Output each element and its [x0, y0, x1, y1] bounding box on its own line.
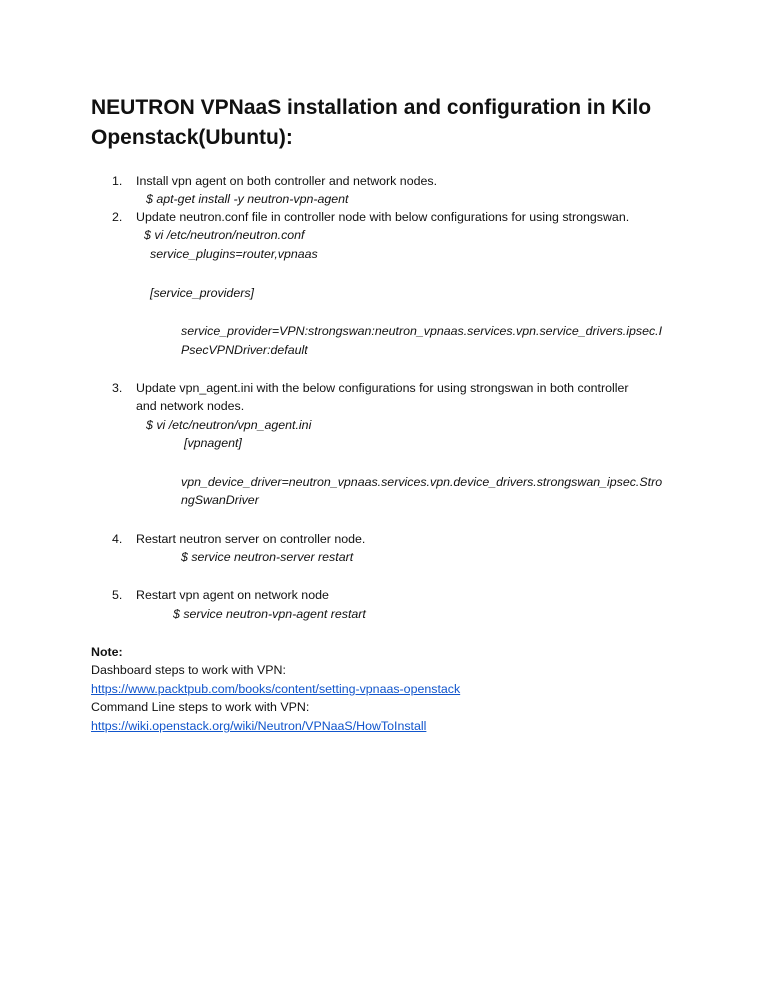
step-text: Install vpn agent on both controller and network nodes.	[136, 174, 438, 188]
step-text: Update vpn_agent.ini with the below configurations for using strongswan in both controller	[136, 381, 629, 395]
config-line: service_provider=VPN:strongswan:neutron_vpnaas.services.vpn.service_drivers.ipsec.I	[181, 324, 663, 338]
step-number: 4.	[112, 532, 123, 546]
step-command: $ service neutron-vpn-agent restart	[173, 607, 366, 621]
step-command: $ service neutron-server restart	[181, 550, 354, 564]
dashboard-link[interactable]: https://www.packtpub.com/books/content/setting-vpnaas-openstack	[91, 682, 461, 696]
step-command: $ apt-get install -y neutron-vpn-agent	[146, 192, 349, 206]
step-text: Restart vpn agent on network node	[136, 588, 329, 602]
step-number: 2.	[112, 210, 123, 224]
step-command: $ vi /etc/neutron/vpn_agent.ini	[146, 418, 312, 432]
config-line: vpn_device_driver=neutron_vpnaas.services.vpn.device_drivers.strongswan_ipsec.Stro	[181, 475, 663, 489]
config-section: [vpnagent]	[184, 436, 242, 450]
config-line: service_plugins=router,vpnaas	[150, 247, 318, 261]
step-command: $ vi /etc/neutron/neutron.conf	[144, 228, 305, 242]
dashboard-label: Dashboard steps to work with VPN:	[91, 663, 286, 677]
step-number: 1.	[112, 174, 123, 188]
step-text: Update neutron.conf file in controller node with below configurations for using strongswan.	[136, 210, 630, 224]
config-line-continued: ngSwanDriver	[181, 493, 259, 507]
note-heading: Note:	[91, 645, 123, 659]
step-number: 3.	[112, 381, 123, 395]
step-text: Restart neutron server on controller node.	[136, 532, 366, 546]
cli-label: Command Line steps to work with VPN:	[91, 700, 310, 714]
step-number: 5.	[112, 588, 123, 602]
document-title: NEUTRON VPNaaS installation and configuration in Kilo Openstack(Ubuntu):	[91, 96, 652, 149]
step-text-continued: and network nodes.	[136, 399, 245, 413]
config-section: [service_providers]	[150, 286, 254, 300]
cli-link[interactable]: https://wiki.openstack.org/wiki/Neutron/VPNaaS/HowToInstall	[91, 719, 427, 733]
config-line-continued: PsecVPNDriver:default	[181, 343, 308, 357]
